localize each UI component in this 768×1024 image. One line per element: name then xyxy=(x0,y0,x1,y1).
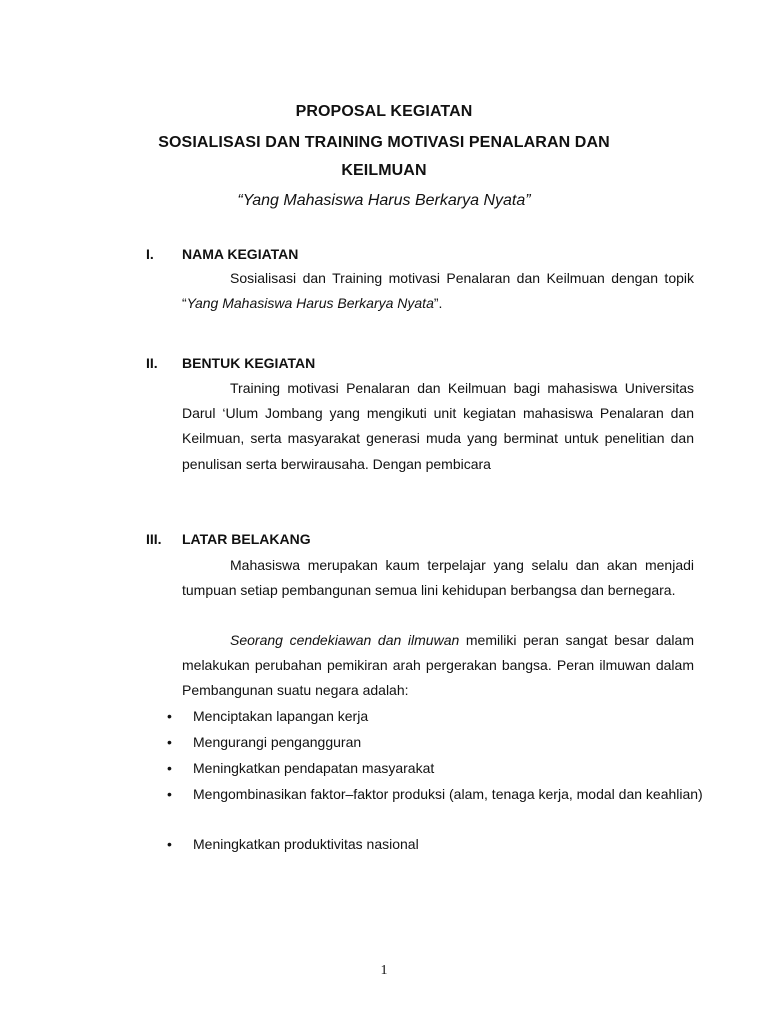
section-1-title: NAMA KEGIATAN xyxy=(182,246,299,262)
section-1-topic: Yang Mahasiswa Harus Berkarya Nyata xyxy=(186,295,434,312)
list-item-text: Meningkatkan pendapatan masyarakat xyxy=(193,760,435,776)
bullet-icon: • xyxy=(167,708,172,724)
section-3-paragraph-2-text: memiliki peran sangat besar dalam melakukan perubahan pemikiran arah pergerakan bangsa. Peran ilmuwan dalam Pembangunan suatu negara adalah: xyxy=(182,632,694,699)
section-2-number: II. xyxy=(146,355,158,371)
section-3-italic-phrase: Seorang cendekiawan dan ilmuwan xyxy=(230,632,460,648)
page-number: 1 xyxy=(380,963,388,978)
bullet-icon: • xyxy=(167,760,172,776)
list-item-text: Mengurangi pengangguran xyxy=(193,734,362,750)
section-3-paragraph-2 xyxy=(182,628,694,704)
document-subtitle-line2: KEILMUAN xyxy=(341,162,427,179)
section-3-title: LATAR BELAKANG xyxy=(182,531,311,547)
section-1-paragraph xyxy=(182,266,694,316)
list-item-text: Meningkatkan produktivitas nasional xyxy=(193,836,419,852)
section-2-title: BENTUK KEGIATAN xyxy=(182,355,316,371)
document-tagline: “Yang Mahasiswa Harus Berkarya Nyata” xyxy=(237,192,531,209)
section-1-text: Sosialisasi dan Training motivasi Penalaran dan Keilmuan dengan topik “ xyxy=(182,270,694,312)
section-2-paragraph: Training motivasi Penalaran dan Keilmuan bagi mahasiswa Universitas Darul ‘Ulum Jombang yang mengikuti unit kegiatan mahasiswa Penalaran dan Keilmuan, serta masyarakat generasi muda yang berminat untuk penelitian dan penulisan serta berwirausaha. Dengan pembicara xyxy=(182,380,694,472)
section-1-text-tail: ”. xyxy=(433,295,443,312)
bullet-icon: • xyxy=(167,786,172,802)
bullet-icon: • xyxy=(167,734,172,750)
section-3-number: III. xyxy=(146,531,162,547)
section-1-number: I. xyxy=(146,246,154,262)
list-item-text: Mengombinasikan faktor–faktor produksi (alam, tenaga kerja, modal dan keahlian) xyxy=(193,786,703,802)
list-item-text: Menciptakan lapangan kerja xyxy=(193,708,369,724)
bullet-icon: • xyxy=(167,836,172,852)
section-3-paragraph-1: Mahasiswa merupakan kaum terpelajar yang selalu dan akan menjadi tumpuan setiap pembangunan semua lini kehidupan berbangsa dan bernegara. xyxy=(182,557,694,599)
document-title: PROPOSAL KEGIATAN xyxy=(295,103,473,120)
document-subtitle-line1: SOSIALISASI DAN TRAINING MOTIVASI PENALARAN DAN xyxy=(158,134,610,151)
